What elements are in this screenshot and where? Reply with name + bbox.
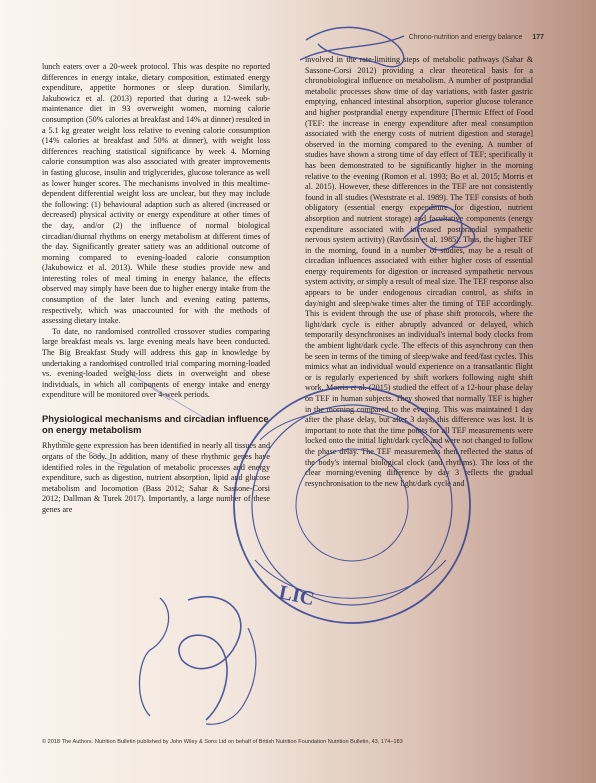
section-heading: Physiological mechanisms and circadian influence on energy metabolism bbox=[42, 413, 269, 436]
stamp-lower-scribble-3 bbox=[206, 628, 256, 724]
copyright-footer: © 2018 The Authors. Nutrition Bulletin published by John Wiley & Sons Ltd on behalf of British Nutrition Foundation Nutrition Bulletin, 43, 174–183 bbox=[42, 739, 403, 745]
stamp-lower-scribble-2 bbox=[139, 598, 168, 716]
stamp-lower-scribble bbox=[179, 597, 241, 720]
left-paragraph-2: To date, no randomised controlled crossover studies comparing large breakfast meals vs. large evening meals have been conducted. The Big Breakfast Study will address this gap in knowledge by undertaking a randomised controlled trial comparing morning-loaded vs. evening-loaded weight-loss diets in overweight and obese individuals, in which all components of energy intake and energy expenditure will be monitored over 4-week periods. bbox=[42, 326, 270, 400]
right-column bbox=[305, 55, 533, 489]
right-paragraph-1: involved in the rate-limiting steps of metabolic pathways (Sahar & Sassone-Corsi 2012) providing a clear theoretical basis for a chronobiological influence on metabolism. A number of postprandial metabolic processes show time of day variations, with faster gastric emptying, enhanced intestinal absorption, superior glucose tolerance and higher postprandial energy expenditure [Thermic Effect of Food (TEF: the increase in energy expenditure after meal consumption associated with the energy costs of nutrient digestion and storage] observed in the morning compared to the evening. A number of studies have shown a strong time of day effect of TEF; specifically it has been demonstrated to be significantly higher in the morning relative to the evening (Romon et al. 1993; Bo et al. 2015; Morris et al. 2015). However, these differences in the TEF are not consistently found in all studies (Weststrate et al. 1989). The TEF consists of both obligatory (essential energy expenditure for digestion, nutrient absorption and nutrient storage) and facultative components (energy expenditure associated with increased postprandial sympathetic nervous system activity) (Ravussin et al. 1985). Thus, the higher TEF in the morning, found in a number of studies, may be a result of circadian influences associated with either higher costs of essential energy requirements for digestion or increased sympathetic nervous system activity, or simply a result of meal size. The TEF response also appears to be under endogenous circadian control, as shifts in day/night and sleep/wake times alter the timing of TEF accordingly. This is evident through the use of phase shift protocols, where the light/dark cycle is either abruptly advanced or delayed, which temporarily desynchronises an individual's internal body clocks from the ambient light/dark cycle. The effects of this asynchrony can then be seen in terms of the timing of sleep/wake and feed/fast cycles. This mimics what an individual would experience on a transatlantic flight or is regularly experienced by shift workers following night shift work. Morris et al. (2015) studied the effect of a 12-hour phase delay on TEF in human subjects. They showed that normally TEF is higher in the morning compared to the evening. This was maintained 1 day after the phase delay, but after 3 days, this difference was lost. It is important to note that the time points for all TEF measurements were locked onto the initial light/dark cycle and were not changed to follow the phase delay. The TEF measurements then reflected the status of the body's internal biological clock (and rhythms). The loss of the clear morning/evening difference by day 3 reflects the gradual resynchronisation to the new light/dark cycle and bbox=[305, 55, 534, 488]
left-paragraph-3: Rhythmic gene expression has been identified in nearly all tissues and organs of the body. In addition, many of these rhythmic genes have identified roles in the regulation of metabolic processes and energy expenditure, such as digestion, nutrient absorption, lipid and glucose metabolism and locomotion (Bass 2012; Sahar & Sassone-Corsi 2012; Dallman & Turek 2017). Importantly, a large number of these genes are bbox=[42, 441, 270, 514]
running-title: Chrono-nutrition and energy balance bbox=[408, 34, 523, 41]
left-column bbox=[42, 62, 270, 516]
stamp-text: LIC bbox=[276, 581, 317, 611]
left-paragraph-1: lunch eaters over a 20-week protocol. This was despite no reported differences in energy intake, dietary composition, estimated energy expenditure, appetite hormones or sleep duration. Similarly, Jakubowicz et al. (2013) reported that during a 12-week sub-maintenance diet in 93 overweight women, morning calorie consumption (50% calories at breakfast and 14% at dinner) resulted in a 5.1 kg greater weight loss relative to evening calorie consumption (14% calories at breakfast and 50% at dinner), with weight loss differences reaching statistical significance by week 4. Morning calorie consumption was also associated with greater improvements in fasting glucose, insulin and triglycerides, glucose tolerance as well as lower hunger scores. The mechanisms involved in this mealtime-dependent differential weight loss are unclear, but they may include the following: (1) behavioural adaption such as altered (increased or decreased) physical activity or energy expenditure at other times of the day, and/or (2) the influence of normal biological circadian/diurnal rhythms on energy metabolism at different times of the day. Significantly greater satiety was an additional outcome of morning compared to evening-loaded calorie consumption (Jakubowicz et al. 2013). While these studies provide new and interesting roles of meal timing in energy balance, the effects observed may simply have been due to higher energy intake from the consumption of the later lunch and evening eating patterns, respectively, which was unaccounted for with the methods of assessing dietary intake. bbox=[42, 62, 270, 326]
running-head bbox=[409, 34, 544, 41]
page-number: 177 bbox=[532, 34, 544, 41]
